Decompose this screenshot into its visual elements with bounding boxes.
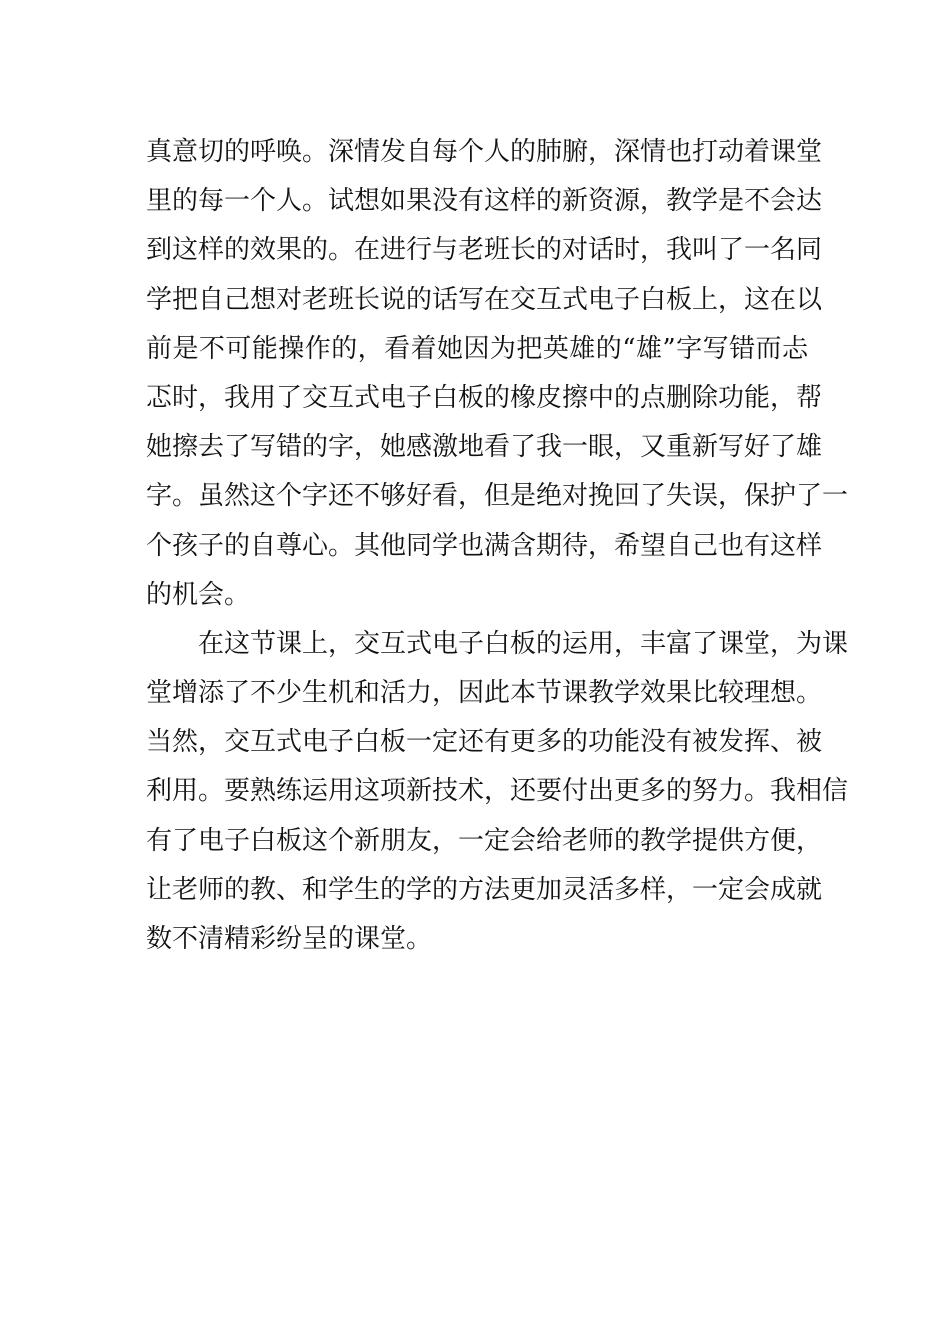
paragraph-line: 忑时，我用了交互式电子白板的橡皮擦中的点删除功能，帮 <box>146 382 823 413</box>
paragraph-line: 她擦去了写错的字，她感激地看了我一眼，又重新写好了雄 <box>146 432 823 463</box>
paragraph-line: 个孩子的自尊心。其他同学也满含期待，希望自己也有这样 <box>146 530 823 561</box>
paragraph-line: 有了电子白板这个新朋友，一定会给老师的教学提供方便， <box>146 825 823 856</box>
paragraph-line: 在这节课上，交互式电子白板的运用，丰富了课堂，为课 <box>198 628 849 659</box>
paragraph-2 <box>146 620 849 964</box>
paragraph-line: 数不清精彩纷呈的课堂。 <box>146 924 433 954</box>
paragraph-line: 当然，交互式电子白板一定还有更多的功能没有被发挥、被 <box>146 727 823 758</box>
paragraph-line: 真意切的呼唤。深情发自每个人的肺腑，深情也打动着课堂 <box>146 137 823 167</box>
paragraph-line: 前是不可能操作的，看着她因为把英雄的“雄”字写错而忐 <box>146 333 808 364</box>
paragraph-line: 学把自己想对老班长说的话写在交互式电子白板上，这在以 <box>146 284 823 315</box>
body-text <box>146 128 849 964</box>
paragraph-line: 的机会。 <box>146 579 251 610</box>
paragraph-line: 让老师的教、和学生的学的方法更加灵活多样，一定会成就 <box>146 874 823 905</box>
paragraph-line: 字。虽然这个字还不够好看，但是绝对挽回了失误，保护了一 <box>146 481 849 512</box>
paragraph-line: 堂增添了不少生机和活力，因此本节课教学效果比较理想。 <box>146 678 823 709</box>
paragraph-line: 到这样的效果的。在进行与老班长的对话时，我叫了一名同 <box>146 235 823 266</box>
paragraph-1 <box>146 128 849 620</box>
paragraph-line: 利用。要熟练运用这项新技术，还要付出更多的努力。我相信 <box>146 776 849 807</box>
paragraph-line: 里的每一个人。试想如果没有这样的新资源，教学是不会达 <box>146 186 823 217</box>
